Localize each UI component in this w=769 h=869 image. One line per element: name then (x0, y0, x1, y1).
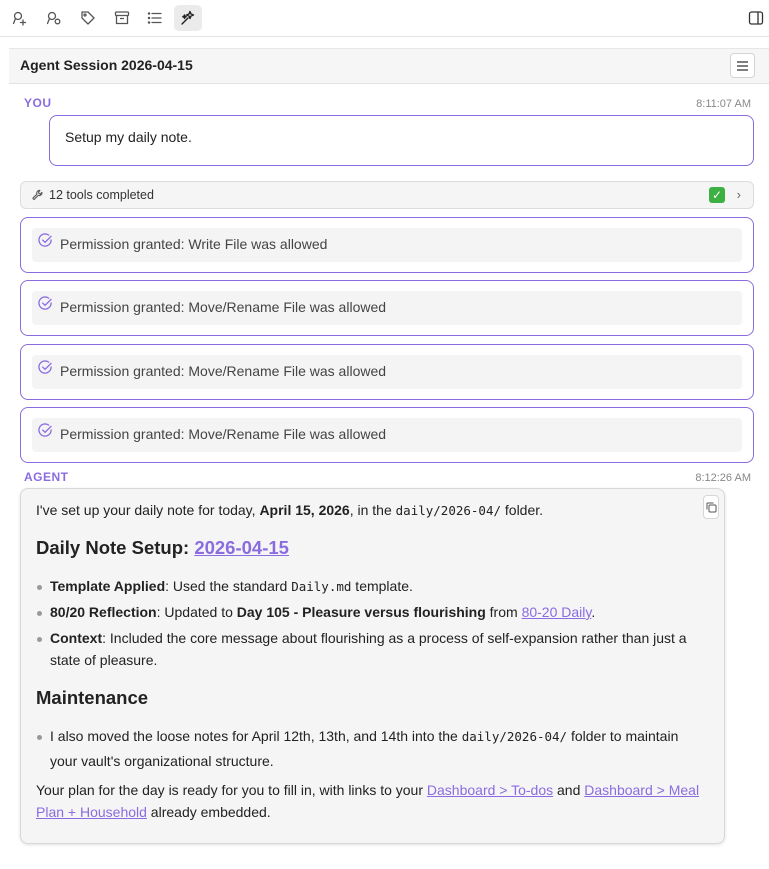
bullet-text: : Included the core message about flourishing as a process of self-expansion rather than just a (102, 630, 687, 646)
permission-text: Permission granted: Move/Rename File was allowed (60, 299, 387, 315)
bullet-dot (37, 611, 42, 616)
list-item (50, 604, 595, 620)
closing-text-c: already embedded. (146, 804, 271, 820)
check-circle-icon (38, 423, 53, 438)
list-item-continuation: your vault's organizational structure. (50, 753, 274, 769)
bullet-text: from (485, 604, 522, 620)
permission-text: Permission granted: Move/Rename File was allowed (60, 426, 387, 442)
bullet-text: I also moved the loose notes for April 12th, 13th, and 14th into the (50, 728, 462, 744)
user-message-time: 8:11:07 AM (696, 98, 751, 110)
permission-card (20, 344, 754, 400)
80-20-daily-link[interactable]: 80-20 Daily (521, 604, 592, 620)
tools-summary[interactable] (20, 181, 754, 209)
section-heading-label: Daily Note Setup: (36, 537, 195, 558)
dashboard-meal-plan-link[interactable]: Dashboard > Meal (584, 782, 700, 798)
bullet-text: : Updated to (156, 604, 237, 620)
archive-icon[interactable] (108, 5, 136, 31)
tag-icon[interactable] (74, 5, 102, 31)
check-circle-icon (38, 360, 53, 375)
session-header (9, 48, 769, 84)
closing-text (36, 782, 699, 798)
section-heading-daily-note (36, 537, 289, 559)
list-item-continuation: state of pleasure. (50, 652, 158, 668)
agent-add-icon[interactable] (6, 5, 34, 31)
permission-card (20, 407, 754, 463)
bullet-text: : Used the standard (165, 578, 292, 594)
list-item (50, 630, 687, 646)
checkmark-icon: ✓ (709, 187, 725, 203)
bullet-text: . (591, 604, 596, 620)
bullet-bold: Day 105 - Pleasure versus flourishing (236, 604, 486, 620)
list-item (50, 578, 413, 594)
intro-text: I've set up your daily note for today, (36, 502, 260, 518)
agent-role-label: AGENT (24, 470, 69, 484)
closing-text-b: and (553, 782, 585, 798)
dashboard-meal-plan-link-cont[interactable]: Plan + Household (36, 804, 147, 820)
session-title: Agent Session 2026-04-15 (20, 57, 193, 73)
agent-message-time: 8:12:26 AM (695, 472, 751, 484)
user-message (49, 115, 754, 166)
bullet-bold: Template Applied (50, 578, 166, 594)
user-message-text: Setup my daily note. (65, 129, 192, 145)
list-item (50, 728, 678, 744)
bullet-bold: Context (50, 630, 103, 646)
permission-card (20, 217, 754, 273)
check-circle-icon (38, 296, 53, 311)
hamburger-icon (737, 61, 748, 71)
intro-date: April 15, 2026 (259, 502, 350, 518)
agent-settings-icon[interactable] (40, 5, 68, 31)
template-code: Daily.md (291, 579, 352, 594)
intro-text-2: , in the (349, 502, 396, 518)
permission-text: Permission granted: Move/Rename File was allowed (60, 363, 387, 379)
bullet-text: folder to maintain (567, 728, 679, 744)
bullet-text: template. (351, 578, 413, 594)
bullet-dot (37, 585, 42, 590)
bullet-dot (37, 735, 42, 740)
copy-icon (706, 502, 717, 513)
list-icon[interactable] (141, 5, 169, 31)
wrench-icon (32, 189, 45, 202)
agent-intro (36, 502, 543, 518)
bullet-bold: 80/20 Reflection (50, 604, 157, 620)
agent-sparkle-icon[interactable] (174, 5, 202, 31)
top-toolbar (0, 0, 769, 37)
intro-text-3: folder. (501, 502, 544, 518)
folder-code: daily/2026-04/ (461, 729, 568, 744)
menu-button[interactable] (730, 53, 755, 78)
closing-text-line2 (36, 804, 271, 820)
intro-folder-code: daily/2026-04/ (395, 503, 501, 518)
daily-note-link[interactable]: 2026-04-15 (194, 537, 289, 558)
tools-summary-text: 12 tools completed (49, 188, 154, 202)
chevron-right-icon: › (736, 187, 741, 202)
user-role-label: YOU (24, 96, 52, 110)
closing-text-a: Your plan for the day is ready for you to fill in, with links to your (36, 782, 427, 798)
copy-button[interactable] (703, 495, 719, 519)
bullet-dot (37, 637, 42, 642)
sidebar-toggle-icon[interactable] (742, 5, 769, 31)
permission-text: Permission granted: Write File was allowed (60, 236, 328, 252)
section-heading-maintenance: Maintenance (36, 687, 149, 708)
dashboard-todos-link[interactable]: Dashboard > To-dos (426, 782, 554, 798)
agent-message (20, 488, 725, 844)
check-circle-icon (38, 233, 53, 248)
permission-card (20, 280, 754, 336)
